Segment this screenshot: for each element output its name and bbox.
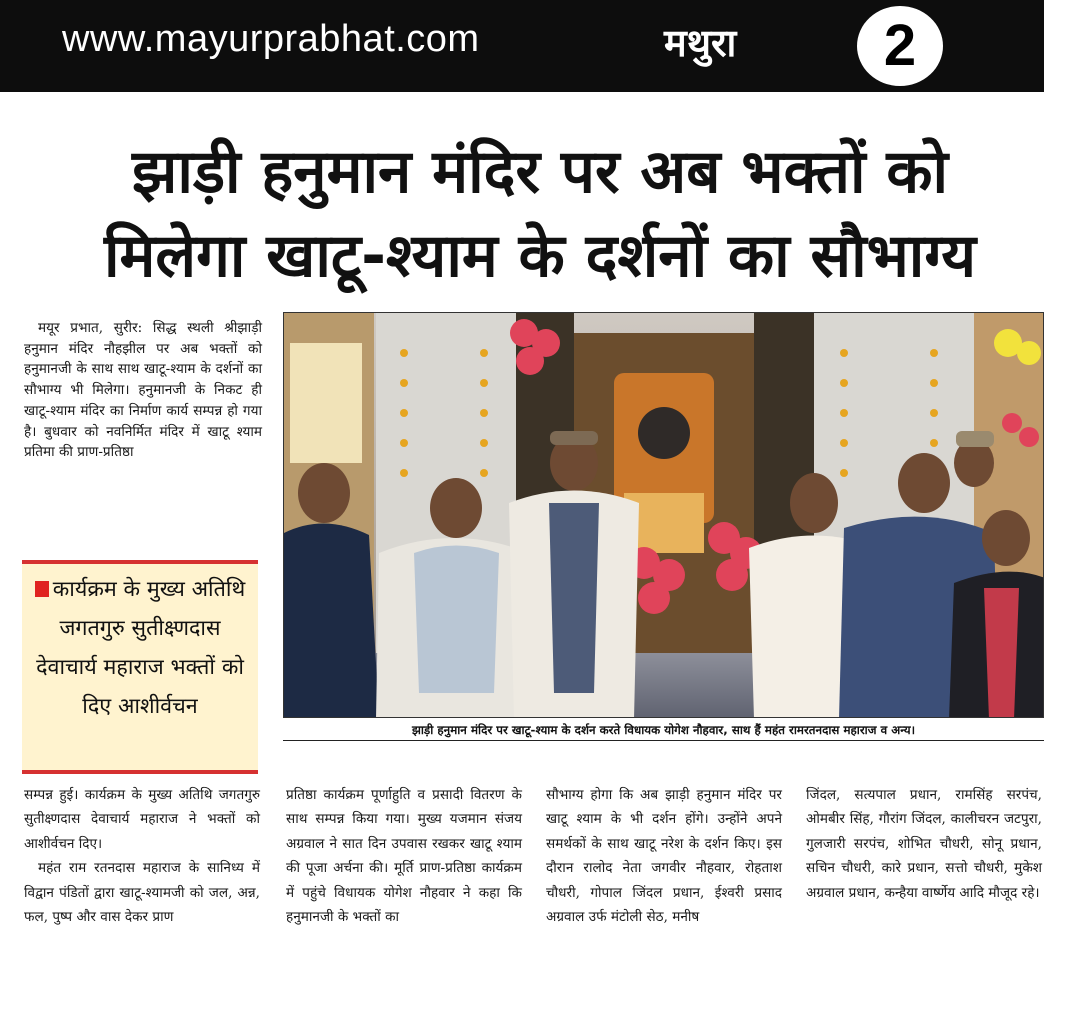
body-column-2 [286,783,522,929]
photo-caption: झाड़ी हनुमान मंदिर पर खाटू-श्याम के दर्शन करते विधायक योगेश नौहवार, साथ हैं महंत रामरतनदास महाराज व अन्य। [411,723,916,737]
site-url[interactable]: www.mayurprabhat.com [62,18,480,60]
pull-quote-text: कार्यक्रम के मुख्य अतिथि जगतगुरु सुतीक्ष्णदास देवाचार्य महाराज भक्तों को दिए आशीर्वचन [36,577,246,719]
headline-line-1: झाड़ी हनुमान मंदिर पर अब भक्तों को [132,137,948,207]
column-2-paragraph: प्रतिष्ठा कार्यक्रम पूर्णाहुति व प्रसादी वितरण के साथ सम्पन्न किया गया। मुख्य यजमान संजय अग्रवाल ने सात दिन उपवास रखकर खाटू श्याम की पूजा अर्चना की। मूर्ति प्राण-प्रतिष्ठा कार्यक्रम में पहुंचे विधायक योगेश नौहवार ने कहा कि हनुमानजी के भक्तों का [286,787,522,926]
column-4-paragraph: जिंदल, सत्यपाल प्रधान, रामसिंह सरपंच, ओमबीर सिंह, गौरांग जिंदल, कालीचरन जटपुरा, गुलजारी सरपंच, शोभित चौधरी, सोनू प्रधान, सचिन चौधरी, कारे प्रधान, सत्तो चौधरी, मुकेश अग्रवाल प्रधान, कन्हैया वार्ष्णेय आदि मौजूद रहे। [806,787,1042,901]
masthead [0,0,1044,92]
body-column-3 [546,783,782,929]
headline-line-2: मिलेगा खाटू-श्याम के दर्शनों का सौभाग्य [103,221,977,291]
page-number-badge: 2 [857,6,943,86]
body-column-4 [806,783,1042,905]
headline [20,130,1060,298]
news-photo [283,312,1044,718]
column-3-paragraph: सौभाग्य होगा कि अब झाड़ी हनुमान मंदिर पर खाटू श्याम के भी दर्शन होंगे। उन्होंने अपने समर्थकों के साथ खाटू नरेश के दर्शन किए। इस दौरान रालोद नेता जगवीर नौहवार, रोहताश चौधरी, गोपाल जिंदल प्रधान, ईश्वरी प्रसाद अग्रवाल उर्फ मंटोली सेठ, मनीष [546,787,782,926]
intro-paragraph: मयूर प्रभात, सुरीर: सिद्ध स्थली श्रीझाड़ी हनुमान मंदिर नौहझील पर अब भक्तों को हनुमानजी के साथ साथ खाटू-श्याम के दर्शनों का सौभाग्य भी मिलेगा। हनुमानजी के निकट ही खाटू-श्याम मंदिर का निर्माण कार्य सम्पन्न हो गया है। बुधवार को नवनिर्मित मंदिर में खाटू श्याम प्रतिमा की प्राण-प्रतिष्ठा [24,320,262,461]
column-1-paragraph-1: सम्पन्न हुई। कार्यक्रम के मुख्य अतिथि जगतगुरु सुतीक्ष्णदास देवाचार्य महाराज ने भक्तों को आशीर्वचन दिए। [24,787,260,852]
pull-quote [26,570,254,726]
column-1-paragraph-2: महंत राम रतनदास महाराज के सानिध्य में विद्वान पंडितों द्वारा खाटू-श्यामजी को जल, अन्न, फल, पुष्प और वास देकर प्राण [24,860,260,926]
caption-divider [283,740,1044,741]
pull-quote-box [22,560,258,774]
body-column-1 [24,783,260,929]
red-square-bullet-icon [35,581,49,597]
city-name: मथुरा [664,21,737,65]
